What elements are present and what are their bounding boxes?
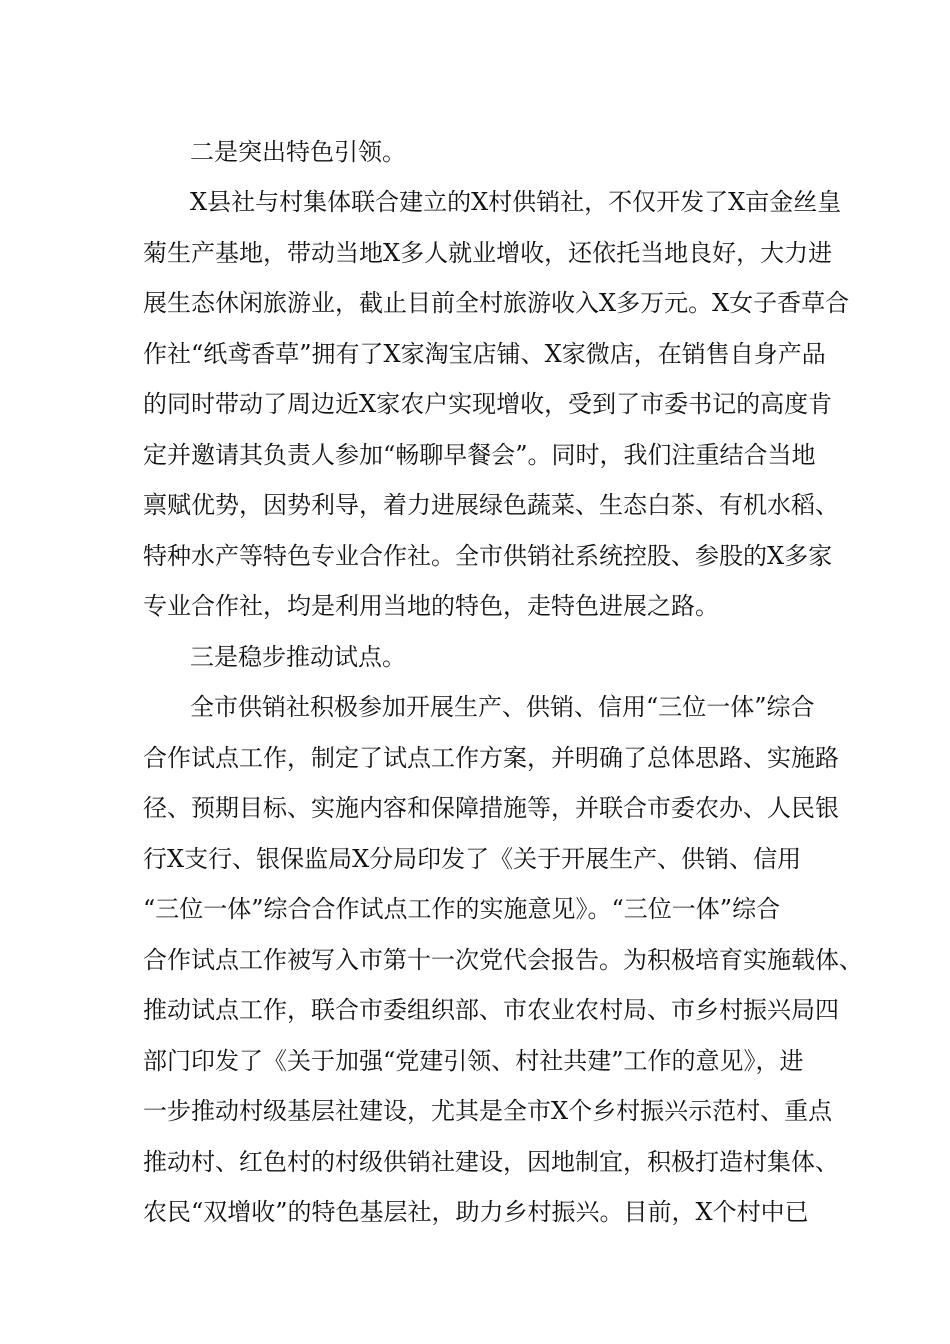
paragraph-heading: 三是稳步推动试点。 xyxy=(190,643,406,671)
text-line: 部门印发了《关于加强“党建引领、村社共建”工作的意见》，进 xyxy=(143,1047,804,1075)
text-line: 农民“双增收”的特色基层社，助力乡村振兴。目前，X个村中已 xyxy=(143,1198,809,1226)
text-line: 禀赋优势，因势利导，着力进展绿色蔬菜、生态白茶、有机水稻、 xyxy=(143,491,839,519)
text-line: 的同时带动了周边近X家农户实现增收，受到了市委书记的高度肯 xyxy=(143,390,833,418)
text-line: “三位一体”综合合作试点工作的实施意见》。“三位一体”综合 xyxy=(143,895,781,923)
text-line: 特种水产等特色专业合作社。全市供销社系统控股、参股的X多家 xyxy=(143,542,833,570)
text-line: X县社与村集体联合建立的X村供销社，不仅开发了X亩金丝皇 xyxy=(190,188,842,216)
paragraph-heading: 二是突出特色引领。 xyxy=(190,138,406,166)
text-line: 行X支行、银保监局X分局印发了《关于开展生产、供销、信用 xyxy=(143,845,802,873)
text-line: 合作试点工作，制定了试点工作方案，并明确了总体思路、实施路 xyxy=(143,744,839,772)
text-line: 菊生产基地，带动当地X多人就业增收，还依托当地良好，大力进 xyxy=(143,239,833,267)
text-line: 合作试点工作被写入市第十一次党代会报告。为积极培育实施载体、 xyxy=(143,946,863,974)
text-line: 全市供销社积极参加开展生产、供销、信用“三位一体”综合 xyxy=(190,693,815,721)
text-line: 展生态休闲旅游业，截止目前全村旅游收入X多万元。X女子香草合 xyxy=(143,289,850,317)
text-line: 专业合作社，均是利用当地的特色，走特色进展之路。 xyxy=(143,592,719,620)
text-line: 推动村、红色村的村级供销社建设，因地制宜，积极打造村集体、 xyxy=(143,1148,839,1176)
text-line: 推动试点工作，联合市委组织部、市农业农村局、市乡村振兴局四 xyxy=(143,996,839,1024)
text-line: 作社“纸鸢香草”拥有了X家淘宝店铺、X家微店，在销售自身产品 xyxy=(143,340,826,368)
text-line: 径、预期目标、实施内容和保障措施等，并联合市委农办、人民银 xyxy=(143,794,839,822)
text-line: 一步推动村级基层社建设，尤其是全市X个乡村振兴示范村、重点 xyxy=(143,1097,833,1125)
text-line: 定并邀请其负责人参加“畅聊早餐会”。同时，我们注重结合当地 xyxy=(143,441,816,469)
